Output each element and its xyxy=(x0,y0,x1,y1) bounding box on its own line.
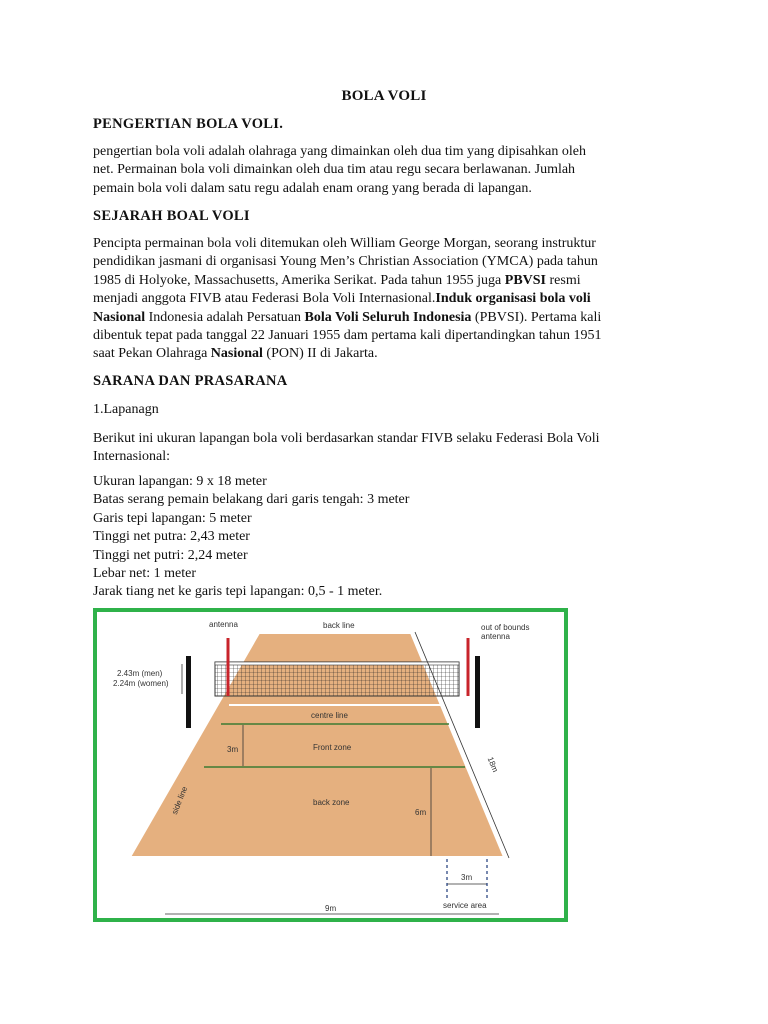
label-nine-m: 9m xyxy=(325,904,337,913)
label-antenna: antenna xyxy=(209,620,238,629)
label-six-m: 6m xyxy=(415,808,427,817)
paragraph-intro xyxy=(93,430,683,467)
text-line: Berikut ini ukuran lapangan bola voli berdasarkan standar FIVB selaku Federasi Bola Voli xyxy=(93,431,600,446)
label-back-zone: back zone xyxy=(313,798,350,807)
document-title: BOLA VOLI xyxy=(341,88,427,104)
text-run: (PBVSI). Pertama kali xyxy=(471,309,602,325)
heading-sejarah: SEJARAH BOAL VOLI xyxy=(93,208,250,224)
bold-text: PBVSI xyxy=(504,272,546,288)
subheading-lapangan: 1.Lapanagn xyxy=(93,402,159,417)
net-post-right xyxy=(475,656,480,728)
net-top-band xyxy=(215,662,459,665)
text-line: dibentuk tepat pada tanggal 22 Januari 1955 dam pertama kali dipertandingkan tahun 1951 xyxy=(93,328,602,344)
text-line: pendidikan jasmani di organisasi Young Men’s Christian Association (YMCA) pada tahun xyxy=(93,254,598,270)
bold-text: Induk organisasi bola voli xyxy=(435,291,591,307)
label-net-women: 2.24m (women) xyxy=(113,679,169,688)
text-line xyxy=(93,309,683,327)
label-front-zone: Front zone xyxy=(313,743,352,752)
label-net-men: 2.43m (men) xyxy=(117,669,163,678)
text-run: saat Pekan Olahraga xyxy=(93,346,211,362)
text-line xyxy=(93,290,683,308)
text-line: Pencipta permainan bola voli ditemukan oleh William George Morgan, seorang instruktur xyxy=(93,236,596,251)
label-service-area: service area xyxy=(443,901,487,910)
label-out-of-bounds-2: antenna xyxy=(481,632,510,641)
text-run: (PON) II di Jakarta. xyxy=(262,346,378,362)
text-line xyxy=(93,272,683,290)
text-run: 1985 di Holyoke, Massachusetts, Amerika Serikat. Pada tahun 1955 juga xyxy=(93,272,505,288)
net-post-left xyxy=(186,656,191,728)
label-side-line: side line xyxy=(169,785,190,816)
text-line: pengertian bola voli adalah olahraga yang dimainkan oleh dua tim yang dipisahkan oleh xyxy=(93,144,586,159)
net xyxy=(215,662,459,696)
text-line xyxy=(93,345,683,363)
paragraph-pengertian xyxy=(93,143,683,198)
heading-sarana: SARANA DAN PRASARANA xyxy=(93,373,288,389)
bold-text: Nasional xyxy=(210,346,263,362)
bold-text: Bola Voli Seluruh Indonesia xyxy=(304,309,472,325)
label-centre-line: centre line xyxy=(311,711,348,720)
court-diagram-svg xyxy=(97,612,564,918)
text-line: net. Permainan bola voli dimainkan oleh dua tim atau regu secara berlawanan. Jumlah xyxy=(93,162,576,178)
text-run: Indonesia adalah Persatuan xyxy=(145,309,305,325)
dimension-list xyxy=(93,473,683,602)
list-item: Lebar net: 1 meter xyxy=(93,566,197,582)
label-three-m: 3m xyxy=(227,745,239,754)
list-item: Tinggi net putra: 2,43 meter xyxy=(93,529,250,545)
list-item: Garis tepi lapangan: 5 meter xyxy=(93,510,252,526)
court-diagram xyxy=(93,608,568,922)
paragraph-sejarah xyxy=(93,235,683,364)
label-eighteen-m: 18m xyxy=(485,755,500,774)
list-item: Jarak tiang net ke garis tepi lapangan: 0,5 - 1 meter. xyxy=(93,584,383,600)
text-run: resmi xyxy=(546,272,581,288)
label-three-m-service: 3m xyxy=(461,873,473,882)
label-back-line: back line xyxy=(323,621,355,630)
list-item: Ukuran lapangan: 9 x 18 meter xyxy=(93,474,267,489)
list-item: Tinggi net putri: 2,24 meter xyxy=(93,547,248,563)
label-out-of-bounds-1: out of bounds xyxy=(481,623,530,632)
text-line: pemain bola voli dalam satu regu adalah enam orang yang berada di lapangan. xyxy=(93,180,532,196)
text-line: Internasional: xyxy=(93,449,170,465)
bold-text: Nasional xyxy=(93,309,146,325)
text-run: menjadi anggota FIVB atau Federasi Bola Voli Internasional. xyxy=(93,291,436,307)
list-item: Batas serang pemain belakang dari garis tengah: 3 meter xyxy=(93,492,410,508)
heading-pengertian: PENGERTIAN BOLA VOLI. xyxy=(93,116,284,132)
